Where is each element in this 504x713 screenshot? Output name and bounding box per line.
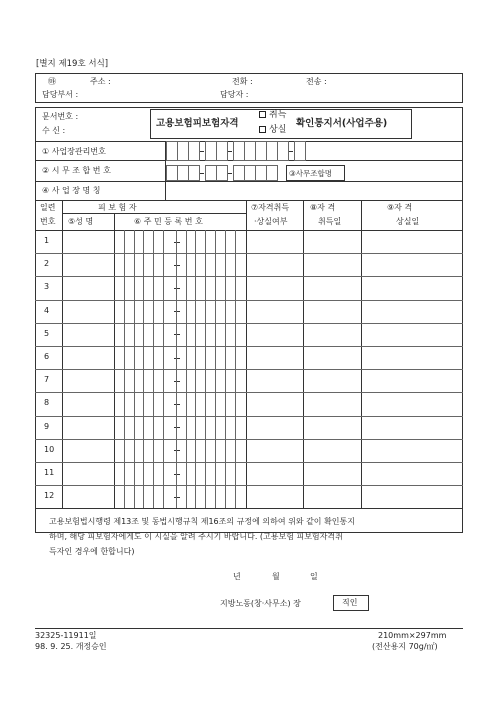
- id-digit-divider: [186, 392, 187, 415]
- col-id-number: ⑥ 주 민 등 록 번 호: [134, 217, 203, 226]
- id-digit-divider: [195, 230, 196, 253]
- id-digit-divider: [153, 230, 154, 253]
- id-digit-divider: [124, 369, 125, 392]
- digit-box[interactable]: [294, 141, 306, 161]
- id-digit-divider: [153, 462, 154, 485]
- acquire-checkbox[interactable]: [259, 111, 266, 118]
- id-dash: [174, 497, 180, 498]
- id-digit-divider: [143, 416, 144, 439]
- id-digit-divider: [235, 346, 236, 369]
- id-digit-divider: [153, 323, 154, 346]
- id-digit-divider: [235, 323, 236, 346]
- id-digit-divider: [124, 346, 125, 369]
- option-loss[interactable]: [259, 126, 286, 135]
- digit-dash: [228, 173, 232, 174]
- id-digit-divider: [134, 369, 135, 392]
- id-digit-divider: [143, 369, 144, 392]
- id-digit-divider: [153, 485, 154, 508]
- col-status-bottom: ·상실여부: [254, 217, 288, 226]
- row-divider: [35, 485, 463, 486]
- id-digit-divider: [143, 485, 144, 508]
- field-business-name-label: ④ 사 업 장 명 칭: [42, 186, 101, 195]
- id-digit-divider: [153, 392, 154, 415]
- id-digit-divider: [205, 416, 206, 439]
- field-union-no-label: ② 시 무 조 합 번 호: [42, 166, 111, 175]
- id-digit-divider: [195, 416, 196, 439]
- id-digit-divider: [215, 300, 216, 323]
- id-digit-divider: [143, 392, 144, 415]
- id-digit-divider: [163, 276, 164, 299]
- id-dash: [174, 265, 180, 266]
- id-digit-divider: [186, 230, 187, 253]
- id-digit-divider: [195, 253, 196, 276]
- id-digit-divider: [195, 369, 196, 392]
- id-digit-divider: [186, 323, 187, 346]
- id-digit-divider: [143, 253, 144, 276]
- id-digit-divider: [176, 300, 177, 323]
- id-digit-divider: [124, 416, 125, 439]
- id-digit-divider: [134, 253, 135, 276]
- row-number: 1: [44, 236, 50, 245]
- col-status-top: ⑦자격취득: [251, 203, 290, 212]
- id-digit-divider: [225, 462, 226, 485]
- digit-box[interactable]: [266, 165, 278, 181]
- id-digit-divider: [134, 230, 135, 253]
- row-number: 11: [44, 468, 55, 477]
- id-dash: [174, 358, 180, 359]
- id-digit-divider: [176, 323, 177, 346]
- id-digit-divider: [235, 462, 236, 485]
- id-digit-divider: [176, 230, 177, 253]
- id-digit-divider: [225, 392, 226, 415]
- id-digit-divider: [215, 369, 216, 392]
- id-digit-divider: [195, 323, 196, 346]
- digit-box[interactable]: [216, 165, 228, 181]
- footer-paper: (전산용지 70g/㎡): [372, 642, 438, 651]
- id-digit-divider: [205, 300, 206, 323]
- id-digit-divider: [195, 392, 196, 415]
- row-divider: [35, 462, 463, 463]
- id-digit-divider: [235, 392, 236, 415]
- id-digit-divider: [163, 392, 164, 415]
- doc-no-label: 문서번호 :: [42, 112, 79, 121]
- id-digit-divider: [186, 369, 187, 392]
- id-digit-divider: [235, 300, 236, 323]
- id-digit-divider: [225, 346, 226, 369]
- id-digit-divider: [124, 300, 125, 323]
- id-digit-divider: [124, 323, 125, 346]
- id-dash: [174, 381, 180, 382]
- id-dash: [174, 288, 180, 289]
- id-digit-divider: [124, 462, 125, 485]
- id-dash: [174, 242, 180, 243]
- id-digit-divider: [235, 276, 236, 299]
- id-digit-divider: [225, 230, 226, 253]
- id-digit-divider: [176, 485, 177, 508]
- col-loss-bottom: 상실일: [396, 217, 420, 226]
- id-digit-divider: [215, 346, 216, 369]
- id-digit-divider: [195, 462, 196, 485]
- row-number: 6: [44, 352, 50, 361]
- id-digit-divider: [124, 439, 125, 462]
- digit-dash: [228, 151, 232, 152]
- notice-line-1: 고용보험법시행령 제13조 및 동법시행규칙 제16조의 규정에 의하여 위와 같이 확인통지: [49, 517, 355, 526]
- footer-approval: 98. 9. 25. 개정승인: [35, 642, 107, 651]
- id-digit-divider: [124, 392, 125, 415]
- id-digit-divider: [134, 346, 135, 369]
- col-serial-top: 일련: [40, 203, 56, 212]
- notice-line-3: 득자인 경우에 한합니다): [49, 547, 135, 556]
- id-digit-divider: [153, 276, 154, 299]
- id-digit-divider: [186, 346, 187, 369]
- col-name: ⑤성 명: [68, 217, 94, 226]
- id-digit-divider: [163, 300, 164, 323]
- id-digit-divider: [215, 392, 216, 415]
- date-month: 월: [272, 572, 280, 581]
- id-digit-divider: [186, 416, 187, 439]
- row-divider: [35, 416, 463, 417]
- id-digit-divider: [153, 369, 154, 392]
- id-digit-divider: [235, 439, 236, 462]
- id-digit-divider: [134, 300, 135, 323]
- id-dash: [174, 450, 180, 451]
- id-digit-divider: [195, 276, 196, 299]
- date-year: 년: [233, 572, 241, 581]
- id-digit-divider: [215, 323, 216, 346]
- id-digit-divider: [205, 485, 206, 508]
- col-acquire-bottom: 취득일: [318, 217, 342, 226]
- id-digit-divider: [143, 300, 144, 323]
- id-digit-divider: [124, 485, 125, 508]
- id-digit-divider: [134, 276, 135, 299]
- id-digit-divider: [195, 346, 196, 369]
- id-digit-divider: [186, 485, 187, 508]
- col-acquire-top: ⑧자 격: [310, 203, 336, 212]
- row-number: 5: [44, 328, 50, 338]
- footer-size: 210mm×297mm: [378, 631, 447, 640]
- id-digit-divider: [176, 392, 177, 415]
- doc-title-right: 확인통지서(사업주용): [296, 118, 388, 129]
- id-digit-divider: [153, 253, 154, 276]
- id-digit-divider: [215, 416, 216, 439]
- id-digit-divider: [205, 439, 206, 462]
- digit-box[interactable]: [216, 141, 228, 161]
- id-digit-divider: [153, 416, 154, 439]
- id-digit-divider: [176, 416, 177, 439]
- col-insured: 피 보 험 자: [98, 203, 137, 212]
- id-digit-divider: [225, 439, 226, 462]
- id-digit-divider: [215, 253, 216, 276]
- id-digit-divider: [225, 253, 226, 276]
- option-loss-label: 상실: [269, 125, 287, 135]
- id-digit-divider: [186, 253, 187, 276]
- id-digit-divider: [205, 462, 206, 485]
- id-digit-divider: [225, 323, 226, 346]
- id-digit-divider: [176, 369, 177, 392]
- id-digit-divider: [143, 439, 144, 462]
- row-number: 9: [44, 421, 50, 431]
- id-digit-divider: [176, 462, 177, 485]
- seal-label: 직인: [342, 598, 358, 607]
- id-digit-divider: [153, 300, 154, 323]
- id-digit-divider: [176, 276, 177, 299]
- digit-box[interactable]: [188, 165, 200, 181]
- footer-code: 32325-11911일: [35, 631, 97, 640]
- row-divider: [35, 323, 463, 324]
- id-digit-divider: [153, 439, 154, 462]
- id-digit-divider: [163, 416, 164, 439]
- notice-line-2: 하며, 해당 피보험자에게도 이 시실을 알려 주시기 바랍니다. (고용보험 피보험자격취: [49, 532, 343, 541]
- id-digit-divider: [205, 323, 206, 346]
- date-day: 일: [310, 572, 318, 581]
- id-digit-divider: [143, 230, 144, 253]
- id-digit-divider: [124, 276, 125, 299]
- row-number: 2: [44, 259, 50, 269]
- option-acquire[interactable]: [259, 111, 286, 120]
- id-digit-divider: [163, 323, 164, 346]
- id-digit-divider: [124, 253, 125, 276]
- sender-mark: ㉲: [48, 77, 56, 86]
- id-digit-divider: [186, 300, 187, 323]
- row-divider: [35, 439, 463, 440]
- id-dash: [174, 474, 180, 475]
- id-digit-divider: [205, 276, 206, 299]
- id-digit-divider: [186, 462, 187, 485]
- id-digit-divider: [195, 300, 196, 323]
- col-serial-bottom: 번호: [40, 217, 56, 226]
- phone-label: 전화 :: [232, 77, 253, 86]
- id-digit-divider: [163, 253, 164, 276]
- row-number: 8: [44, 398, 50, 408]
- row-number: 7: [44, 375, 50, 385]
- id-digit-divider: [195, 485, 196, 508]
- id-dash: [174, 404, 180, 405]
- id-digit-divider: [235, 230, 236, 253]
- row-divider: [35, 346, 463, 347]
- id-digit-divider: [225, 276, 226, 299]
- option-acquire-label: 취득: [269, 110, 287, 120]
- doc-title-left: 고용보험피보험자격: [156, 118, 239, 129]
- recipient-label: 수 신 :: [42, 126, 66, 135]
- row-number: 3: [44, 282, 50, 292]
- address-label: 주소 :: [90, 77, 111, 86]
- id-dash: [174, 334, 180, 335]
- id-digit-divider: [235, 253, 236, 276]
- id-digit-divider: [163, 485, 164, 508]
- id-digit-divider: [134, 323, 135, 346]
- row-divider: [35, 276, 463, 277]
- id-digit-divider: [215, 462, 216, 485]
- col-loss-top: ⑨자 격: [387, 203, 413, 212]
- row-divider: [35, 253, 463, 254]
- row-number: 12: [44, 491, 55, 501]
- id-digit-divider: [186, 276, 187, 299]
- id-digit-divider: [225, 485, 226, 508]
- id-digit-divider: [205, 346, 206, 369]
- office-name: 지방노동(창·사무소) 장: [220, 599, 301, 608]
- id-digit-divider: [186, 439, 187, 462]
- id-digit-divider: [235, 369, 236, 392]
- id-digit-divider: [143, 323, 144, 346]
- field-business-no-label: ① 사업장관리번호: [42, 147, 106, 156]
- id-digit-divider: [215, 439, 216, 462]
- digit-dash: [200, 151, 204, 152]
- id-digit-divider: [225, 300, 226, 323]
- id-digit-divider: [163, 462, 164, 485]
- row-number: 4: [44, 305, 50, 315]
- id-digit-divider: [225, 369, 226, 392]
- id-digit-divider: [134, 485, 135, 508]
- row-divider: [35, 369, 463, 370]
- table-bottom: [35, 508, 463, 509]
- id-digit-divider: [215, 230, 216, 253]
- id-digit-divider: [163, 369, 164, 392]
- id-digit-divider: [225, 416, 226, 439]
- id-digit-divider: [205, 369, 206, 392]
- id-digit-divider: [176, 253, 177, 276]
- id-digit-divider: [235, 485, 236, 508]
- person-label: 담당자 :: [220, 90, 249, 99]
- id-digit-divider: [134, 416, 135, 439]
- id-digit-divider: [134, 439, 135, 462]
- id-digit-divider: [143, 346, 144, 369]
- id-digit-divider: [176, 439, 177, 462]
- digit-box[interactable]: [188, 141, 200, 161]
- id-digit-divider: [205, 230, 206, 253]
- id-digit-divider: [134, 392, 135, 415]
- fax-label: 전송 :: [306, 77, 327, 86]
- id-digit-divider: [205, 392, 206, 415]
- id-digit-divider: [195, 439, 196, 462]
- id-dash: [174, 427, 180, 428]
- field-union-name-label: ③사무조합명: [289, 169, 332, 178]
- id-digit-divider: [163, 230, 164, 253]
- id-dash: [174, 311, 180, 312]
- loss-checkbox[interactable]: [259, 126, 266, 133]
- form-id: [별지 제19호 서식]: [36, 59, 109, 69]
- row-divider: [35, 392, 463, 393]
- id-digit-divider: [205, 253, 206, 276]
- digit-box[interactable]: [277, 141, 289, 161]
- row-number: 10: [44, 444, 55, 454]
- id-digit-divider: [124, 230, 125, 253]
- id-digit-divider: [153, 346, 154, 369]
- digit-dash: [289, 151, 293, 152]
- id-digit-divider: [143, 276, 144, 299]
- id-digit-divider: [163, 439, 164, 462]
- id-digit-divider: [143, 462, 144, 485]
- row-divider: [35, 300, 463, 301]
- id-digit-divider: [215, 276, 216, 299]
- digit-dash: [200, 173, 204, 174]
- id-digit-divider: [176, 346, 177, 369]
- id-digit-divider: [215, 485, 216, 508]
- dept-label: 담당부서 :: [42, 90, 79, 99]
- id-digit-divider: [134, 462, 135, 485]
- id-digit-divider: [235, 416, 236, 439]
- id-digit-divider: [163, 346, 164, 369]
